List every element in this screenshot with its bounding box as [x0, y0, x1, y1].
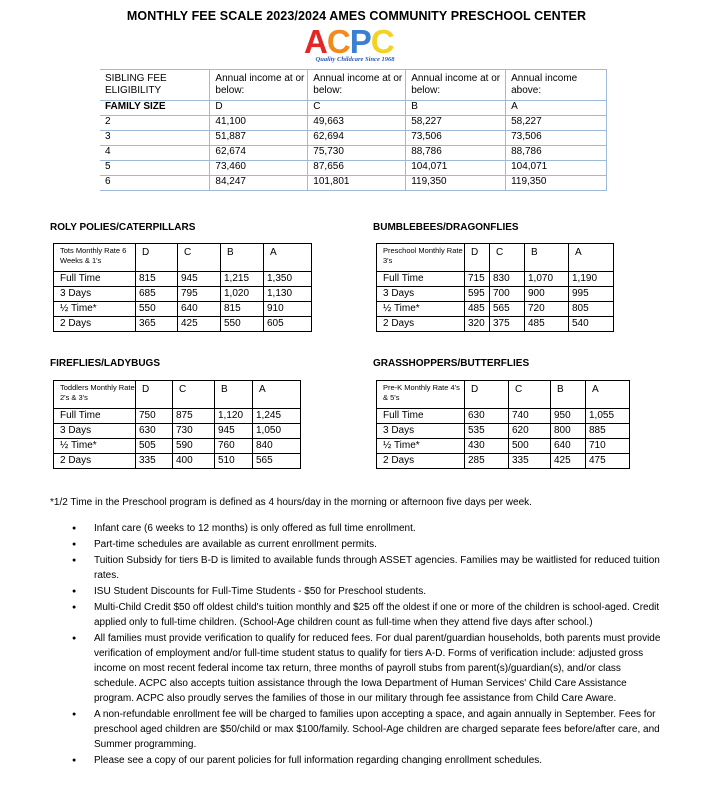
list-item: ● All families must provide verification to qualify for reduced fees. For dual parent/guardian households, both parents must provide verification of employment and/or full-time student status to qualify for tiers A-D. Forms of verification include: adjusted gross income on most recent federal income tax return, three months of payroll stubs from parent(s)/guardian(s), and/or class schedule. ACPC also accepts tuition assistance through the Iowa Department of Human Services' Child Care Assistance program. ACPC also proudly serves the families of those in our military through fee assistance from Child Care Aware.: [72, 631, 662, 706]
schedule-label-cell: 2 Days: [377, 454, 465, 469]
tier-cell: A: [506, 101, 607, 116]
tier-cell: B: [406, 101, 506, 116]
table-row: [54, 409, 301, 424]
table-row: [377, 302, 614, 317]
table-cell: 58,227: [406, 116, 506, 131]
policy-bullet-list: [72, 521, 662, 769]
rate-cell: 640: [178, 302, 221, 317]
family-size-label: FAMILY SIZE: [100, 101, 210, 116]
rate-cell: 1,020: [221, 287, 264, 302]
rate-cell: 605: [264, 317, 312, 332]
table-cell: 73,460: [210, 161, 308, 176]
tier-cell: D: [210, 101, 308, 116]
table-header-cell: SIBLING FEE ELIGIBILITY: [100, 70, 210, 101]
table-cell: 101,801: [308, 176, 406, 191]
list-item: ● Part-time schedules are available as current enrollment permits.: [72, 537, 662, 552]
sibling-fee-table: [100, 69, 607, 191]
rate-table-roly-polies: [53, 243, 312, 332]
rate-cell: 540: [569, 317, 614, 332]
table-row: [54, 272, 312, 287]
rate-cell: 945: [215, 424, 253, 439]
rate-cell: 485: [465, 302, 490, 317]
table-header-row: [54, 381, 301, 409]
rate-cell: 285: [465, 454, 509, 469]
tier-header-cell: B: [221, 244, 264, 272]
table-row: [377, 454, 630, 469]
schedule-label-cell: Full Time: [377, 409, 465, 424]
schedule-label-cell: Full Time: [54, 272, 136, 287]
rate-cell: 740: [509, 409, 551, 424]
table-cell: 104,071: [506, 161, 607, 176]
rate-cell: 730: [173, 424, 215, 439]
rate-cell: 550: [136, 302, 178, 317]
rate-cell: 535: [465, 424, 509, 439]
table-header-cell: Annual income above:: [506, 70, 607, 101]
rate-cell: 1,070: [525, 272, 569, 287]
rate-cell: 425: [178, 317, 221, 332]
schedule-label-cell: 2 Days: [54, 454, 136, 469]
rate-label-cell: Pre-K Monthly Rate 4's & 5's: [377, 381, 465, 409]
rate-cell: 630: [136, 424, 173, 439]
tier-header-cell: D: [136, 381, 173, 409]
table-row: [54, 424, 301, 439]
rate-cell: 700: [490, 287, 525, 302]
logo-letter-a: A: [304, 23, 327, 60]
tier-header-cell: B: [215, 381, 253, 409]
half-time-footnote: *1/2 Time in the Preschool program is defined as 4 hours/day in the morning or afternoon five days per week.: [50, 497, 532, 508]
section-title-roly-polies: ROLY POLIES/CATERPILLARS: [50, 222, 196, 233]
schedule-label-cell: 2 Days: [54, 317, 136, 332]
table-cell: 41,100: [210, 116, 308, 131]
table-cell: 6: [100, 176, 210, 191]
rate-table-grasshoppers: [376, 380, 630, 469]
schedule-label-cell: ½ Time*: [54, 302, 136, 317]
tier-header-cell: C: [178, 244, 221, 272]
rate-cell: 1,130: [264, 287, 312, 302]
rate-cell: 1,120: [215, 409, 253, 424]
rate-cell: 475: [586, 454, 630, 469]
table-row: [377, 272, 614, 287]
rate-cell: 550: [221, 317, 264, 332]
table-row: [100, 101, 607, 116]
table-row: [100, 176, 607, 191]
rate-cell: 720: [525, 302, 569, 317]
rate-cell: 510: [215, 454, 253, 469]
rate-cell: 375: [490, 317, 525, 332]
list-item: ● ISU Student Discounts for Full-Time Students - $50 for Preschool students.: [72, 584, 662, 599]
table-header-cell: Annual income at or below:: [210, 70, 308, 101]
rate-cell: 710: [586, 439, 630, 454]
table-row: [100, 131, 607, 146]
rate-cell: 795: [178, 287, 221, 302]
rate-label-cell: Preschool Monthly Rate 3's: [377, 244, 465, 272]
rate-cell: 500: [509, 439, 551, 454]
schedule-label-cell: Full Time: [377, 272, 465, 287]
rate-cell: 815: [221, 302, 264, 317]
rate-cell: 320: [465, 317, 490, 332]
table-row: [100, 161, 607, 176]
table-cell: 84,247: [210, 176, 308, 191]
rate-cell: 430: [465, 439, 509, 454]
logo-letters: [304, 24, 394, 60]
table-header-row: [100, 70, 607, 101]
rate-label-cell: Tots Monthly Rate 6 Weeks & 1's: [54, 244, 136, 272]
list-item: ● Multi-Child Credit $50 off oldest child's tuition monthly and $25 off the oldest if one or more of the children is school-aged. Credit applied only to full-time children. (School-Age children count as full-time when they attend five days after school.): [72, 600, 662, 630]
table-row: [54, 302, 312, 317]
page-title: MONTHLY FEE SCALE 2023/2024 AMES COMMUNITY PRESCHOOL CENTER: [126, 9, 587, 23]
rate-cell: 485: [525, 317, 569, 332]
rate-cell: 685: [136, 287, 178, 302]
rate-label-cell: Toddlers Monthly Rate 2's & 3's: [54, 381, 136, 409]
rate-cell: 830: [490, 272, 525, 287]
schedule-label-cell: ½ Time*: [377, 302, 465, 317]
table-cell: 2: [100, 116, 210, 131]
tier-cell: C: [308, 101, 406, 116]
table-cell: 88,786: [506, 146, 607, 161]
rate-cell: 565: [253, 454, 301, 469]
table-row: [377, 287, 614, 302]
rate-cell: 875: [173, 409, 215, 424]
rate-cell: 885: [586, 424, 630, 439]
rate-cell: 630: [465, 409, 509, 424]
rate-cell: 950: [551, 409, 586, 424]
table-row: [54, 287, 312, 302]
logo-letter-p: P: [349, 23, 371, 60]
rate-cell: 1,245: [253, 409, 301, 424]
rate-cell: 1,050: [253, 424, 301, 439]
tier-header-cell: C: [509, 381, 551, 409]
rate-cell: 620: [509, 424, 551, 439]
rate-cell: 365: [136, 317, 178, 332]
rate-cell: 565: [490, 302, 525, 317]
list-item: ● A non-refundable enrollment fee will be charged to families upon accepting a space, and again annually in September. Fees for preschool aged children are $50/child or max $100/family. School-Age children are charged separate fees before/after care, and Summer programming.: [72, 707, 662, 752]
table-row: [54, 317, 312, 332]
section-title-fireflies: FIREFLIES/LADYBUGS: [50, 358, 161, 369]
table-header-cell: Annual income at or below:: [406, 70, 506, 101]
schedule-label-cell: 2 Days: [377, 317, 465, 332]
schedule-label-cell: ½ Time*: [377, 439, 465, 454]
table-row: [377, 424, 630, 439]
table-row: [377, 317, 614, 332]
tier-header-cell: D: [136, 244, 178, 272]
table-cell: 58,227: [506, 116, 607, 131]
tier-header-cell: B: [551, 381, 586, 409]
table-cell: 62,674: [210, 146, 308, 161]
section-title-grasshoppers: GRASSHOPPERS/BUTTERFLIES: [373, 358, 530, 369]
schedule-label-cell: 3 Days: [377, 287, 465, 302]
rate-cell: 335: [136, 454, 173, 469]
table-cell: 49,663: [308, 116, 406, 131]
tier-header-cell: A: [569, 244, 614, 272]
schedule-label-cell: Full Time: [54, 409, 136, 424]
rate-cell: 910: [264, 302, 312, 317]
table-cell: 119,350: [406, 176, 506, 191]
table-cell: 4: [100, 146, 210, 161]
table-cell: 119,350: [506, 176, 607, 191]
rate-cell: 995: [569, 287, 614, 302]
schedule-label-cell: 3 Days: [54, 424, 136, 439]
rate-cell: 425: [551, 454, 586, 469]
tier-header-cell: A: [586, 381, 630, 409]
tier-header-cell: B: [525, 244, 569, 272]
table-cell: 87,656: [308, 161, 406, 176]
rate-cell: 1,190: [569, 272, 614, 287]
table-cell: 3: [100, 131, 210, 146]
tier-header-cell: A: [253, 381, 301, 409]
schedule-label-cell: 3 Days: [54, 287, 136, 302]
logo-tagline: Quality Childcare Since 1968: [315, 56, 395, 63]
table-row: [377, 409, 630, 424]
table-header-row: [54, 244, 312, 272]
table-row: [54, 439, 301, 454]
rate-cell: 900: [525, 287, 569, 302]
rate-cell: 750: [136, 409, 173, 424]
tier-header-cell: D: [465, 381, 509, 409]
rate-cell: 640: [551, 439, 586, 454]
table-row: [377, 439, 630, 454]
rate-cell: 590: [173, 439, 215, 454]
table-cell: 62,694: [308, 131, 406, 146]
table-cell: 51,887: [210, 131, 308, 146]
rate-cell: 1,215: [221, 272, 264, 287]
table-row: [100, 146, 607, 161]
table-cell: 73,506: [406, 131, 506, 146]
rate-cell: 505: [136, 439, 173, 454]
rate-cell: 1,055: [586, 409, 630, 424]
rate-cell: 815: [136, 272, 178, 287]
table-cell: 73,506: [506, 131, 607, 146]
table-cell: 5: [100, 161, 210, 176]
table-header-row: [377, 244, 614, 272]
rate-cell: 335: [509, 454, 551, 469]
table-cell: 88,786: [406, 146, 506, 161]
tier-header-cell: C: [173, 381, 215, 409]
table-row: [100, 116, 607, 131]
rate-cell: 595: [465, 287, 490, 302]
section-title-bumblebees: BUMBLEBEES/DRAGONFLIES: [373, 222, 519, 233]
tier-header-cell: A: [264, 244, 312, 272]
rate-cell: 760: [215, 439, 253, 454]
table-row: [54, 454, 301, 469]
logo-letter-c: C: [326, 23, 350, 60]
schedule-label-cell: 3 Days: [377, 424, 465, 439]
schedule-label-cell: ½ Time*: [54, 439, 136, 454]
rate-cell: 805: [569, 302, 614, 317]
acpc-logo: [290, 24, 420, 66]
list-item: ● Please see a copy of our parent policies for full information regarding changing enrollment schedules.: [72, 753, 662, 768]
rate-table-bumblebees: [376, 243, 614, 332]
rate-cell: 840: [253, 439, 301, 454]
list-item: ● Tuition Subsidy for tiers B-D is limited to available funds through ASSET agencies. Families may be waitlisted for reduced tuition rates.: [72, 553, 662, 583]
rate-cell: 800: [551, 424, 586, 439]
table-header-row: [377, 381, 630, 409]
list-item: ● Infant care (6 weeks to 12 months) is only offered as full time enrollment.: [72, 521, 662, 536]
rate-cell: 715: [465, 272, 490, 287]
rate-cell: 400: [173, 454, 215, 469]
rate-cell: 945: [178, 272, 221, 287]
rate-table-fireflies: [53, 380, 301, 469]
logo-letter-c2: C: [370, 23, 394, 60]
rate-cell: 1,350: [264, 272, 312, 287]
table-cell: 75,730: [308, 146, 406, 161]
table-cell: 104,071: [406, 161, 506, 176]
tier-header-cell: C: [490, 244, 525, 272]
tier-header-cell: D: [465, 244, 490, 272]
table-header-cell: Annual income at or below:: [308, 70, 406, 101]
